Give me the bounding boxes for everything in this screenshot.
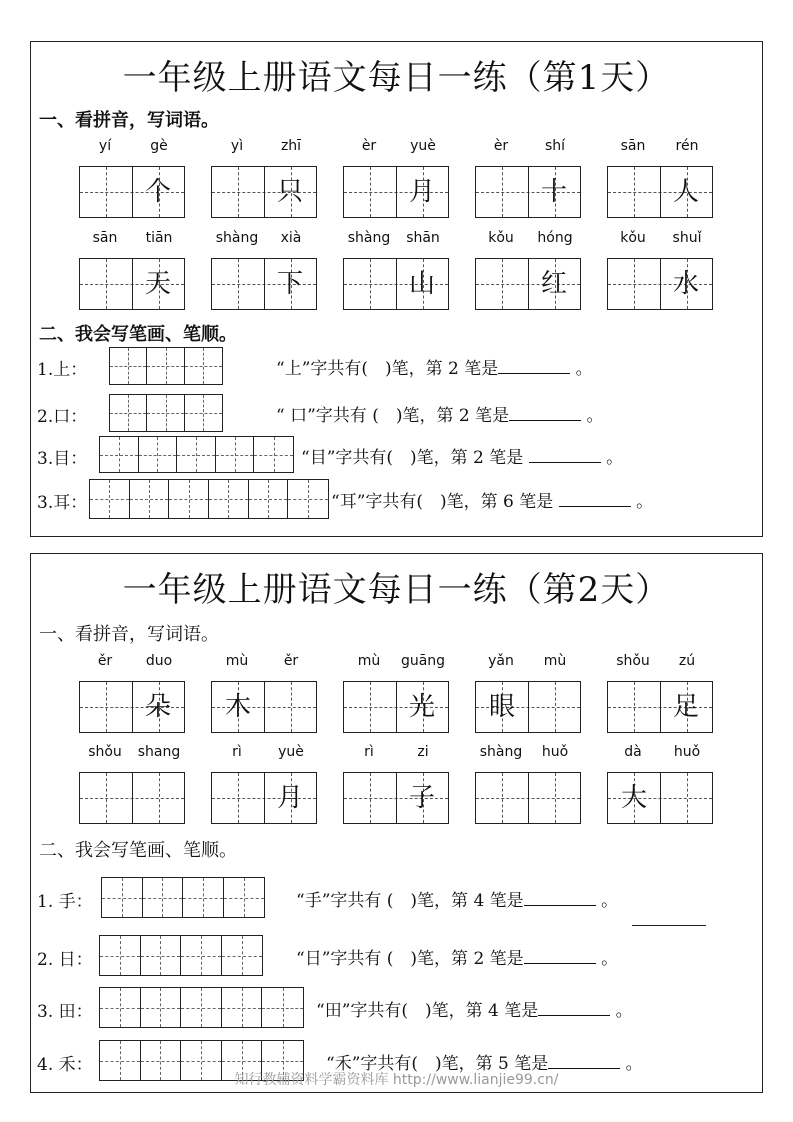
tianzige-box[interactable] (343, 772, 449, 824)
stroke-cell[interactable] (222, 936, 262, 975)
char-cell[interactable] (608, 682, 660, 732)
period: 。 (600, 447, 624, 468)
stroke-cell[interactable] (90, 480, 130, 518)
char-cell[interactable] (212, 773, 264, 823)
stroke-grid[interactable] (101, 877, 265, 918)
answer-blank[interactable] (529, 447, 601, 463)
stroke-cell[interactable] (147, 348, 184, 384)
tianzige-box[interactable] (475, 681, 581, 733)
pinyin: kǒu (620, 230, 646, 246)
tianzige-box[interactable] (475, 258, 581, 310)
answer-blank[interactable] (559, 491, 631, 507)
pinyin: gè (150, 138, 168, 154)
char-cell[interactable] (80, 259, 132, 309)
stroke-cell[interactable] (185, 348, 222, 384)
pinyin: zú (678, 653, 696, 669)
day1-section1-heading: 一、看拼音，写词语。 (39, 110, 219, 131)
period: 。 (595, 890, 619, 911)
pinyin: shàng (215, 230, 259, 246)
tianzige-box[interactable] (343, 681, 449, 733)
question-text: “田”字共有( )笔，第 4 笔是 (316, 1000, 539, 1021)
answer-blank[interactable] (498, 358, 570, 374)
pinyin: yǎn (488, 653, 514, 669)
pinyin: xià (280, 230, 302, 246)
pinyin: èr (361, 138, 377, 154)
stroke-cell[interactable] (141, 988, 182, 1027)
char-cell[interactable]: 水 (672, 269, 699, 299)
day1-sheet (30, 41, 763, 537)
stroke-cell[interactable] (224, 878, 264, 917)
period: 。 (581, 406, 604, 426)
char-cell[interactable]: 个 (144, 177, 171, 207)
tianzige-box[interactable] (79, 166, 185, 218)
stroke-question (301, 443, 623, 468)
day1-section2-heading: 二、我会写笔画、笔顺。 (39, 324, 237, 345)
stroke-row-label: 1.上： (37, 360, 88, 380)
pinyin: shí (544, 138, 566, 154)
period: 。 (630, 492, 654, 512)
pinyin: sān (620, 138, 646, 154)
char-cell[interactable]: 山 (408, 269, 435, 299)
pinyin: duo (145, 653, 173, 669)
stroke-row-label: 4. 禾： (37, 1054, 93, 1075)
tianzige-box[interactable] (607, 166, 713, 218)
day1-title: 一年级上册语文每日一练（第1天） (122, 58, 671, 98)
period: 。 (595, 948, 619, 969)
pinyin: sān (92, 230, 118, 246)
char-cell[interactable]: 天 (144, 269, 171, 299)
pinyin: shǒu (616, 653, 650, 669)
stroke-cell[interactable] (141, 936, 182, 975)
stroke-cell[interactable] (216, 437, 255, 472)
pinyin: yí (98, 138, 112, 154)
answer-blank[interactable] (509, 405, 581, 421)
stroke-cell[interactable] (181, 988, 222, 1027)
tianzige-box[interactable] (607, 258, 713, 310)
pinyin: mù (225, 653, 249, 669)
pinyin: huǒ (541, 744, 569, 760)
stroke-grid[interactable] (109, 347, 223, 385)
footer-watermark: 知行教辅资料学霸资料库 http://www.lianjie99.cn/ (234, 1072, 559, 1088)
day2-section1-heading: 一、看拼音，写词语。 (39, 624, 219, 645)
pinyin: èr (493, 138, 509, 154)
char-cell[interactable] (264, 682, 316, 732)
pinyin: shǒu (88, 744, 122, 760)
stroke-cell[interactable] (254, 437, 293, 472)
tianzige-box[interactable] (79, 258, 185, 310)
stroke-cell[interactable] (100, 936, 141, 975)
stroke-row-label: 2. 日： (37, 949, 93, 970)
char-cell[interactable]: 木 (224, 692, 251, 722)
stroke-row-label: 3.目： (37, 448, 88, 469)
stroke-grid[interactable] (89, 479, 329, 519)
tianzige-box[interactable] (475, 772, 581, 824)
char-cell[interactable] (212, 167, 264, 217)
char-cell[interactable] (528, 682, 580, 732)
char-cell[interactable]: 子 (408, 783, 435, 813)
tianzige-box[interactable] (607, 681, 713, 733)
tianzige-box[interactable] (475, 166, 581, 218)
tianzige-box[interactable] (211, 681, 317, 733)
char-cell[interactable]: 朵 (144, 692, 171, 722)
stroke-cell[interactable] (143, 878, 184, 917)
char-cell[interactable] (80, 682, 132, 732)
char-cell[interactable] (608, 259, 660, 309)
char-cell[interactable] (80, 167, 132, 217)
pinyin: shuǐ (672, 230, 702, 246)
char-cell[interactable] (344, 167, 396, 217)
char-cell[interactable] (476, 259, 528, 309)
pinyin: shàng (479, 744, 523, 760)
stroke-cell[interactable] (130, 480, 170, 518)
stroke-cell[interactable] (185, 395, 222, 431)
char-cell[interactable]: 下 (276, 269, 303, 299)
char-cell[interactable]: 足 (672, 692, 699, 722)
stroke-cell[interactable] (262, 988, 303, 1027)
stroke-cell[interactable] (181, 936, 222, 975)
stroke-row-label: 3. 田： (37, 1001, 93, 1022)
stroke-cell[interactable] (100, 437, 139, 472)
period: 。 (620, 1053, 643, 1074)
pinyin: shān (406, 230, 440, 246)
question-text: “禾”字共有( )笔，第 5 笔是 (326, 1053, 549, 1074)
char-cell[interactable] (132, 773, 184, 823)
period: 。 (610, 1000, 633, 1021)
pinyin: guāng (400, 653, 446, 669)
tianzige-box[interactable] (343, 258, 449, 310)
stroke-cell[interactable] (177, 437, 216, 472)
tianzige-box[interactable] (607, 772, 713, 824)
question-text: “目”字共有( )笔，第 2 笔是 (301, 447, 529, 468)
char-cell[interactable] (476, 167, 528, 217)
stroke-cell[interactable] (100, 988, 141, 1027)
period: 。 (570, 359, 593, 379)
char-cell[interactable]: 人 (672, 177, 699, 207)
tianzige-box[interactable] (79, 681, 185, 733)
tianzige-box[interactable] (211, 258, 317, 310)
stroke-cell[interactable] (222, 988, 263, 1027)
char-cell[interactable]: 十 (540, 177, 567, 207)
day2-section2-heading: 二、我会写笔画、笔顺。 (39, 840, 237, 861)
pinyin: ěr (97, 653, 113, 669)
pinyin: huǒ (673, 744, 701, 760)
char-cell[interactable] (660, 773, 712, 823)
question-text: “上”字共有( )笔，第 2 笔是 (276, 359, 499, 379)
answer-blank[interactable] (548, 1053, 620, 1069)
stroke-cell[interactable] (249, 480, 289, 518)
char-cell[interactable]: 眼 (488, 692, 515, 722)
char-cell[interactable]: 大 (620, 783, 647, 813)
day2-title: 一年级上册语文每日一练（第2天） (122, 570, 671, 610)
answer-blank[interactable] (538, 1000, 610, 1016)
stroke-question (276, 401, 603, 426)
question-text: “手”字共有 ( )笔，第 4 笔是 (296, 890, 524, 911)
pinyin: tiān (145, 230, 173, 246)
pinyin: dà (624, 744, 642, 760)
stroke-cell[interactable] (110, 348, 147, 384)
answer-blank[interactable] (524, 948, 596, 964)
tianzige-box[interactable] (79, 772, 185, 824)
pinyin: yì (230, 138, 244, 154)
stroke-cell[interactable] (139, 437, 178, 472)
answer-blank[interactable] (524, 890, 596, 906)
stroke-row-label: 2.口： (37, 407, 88, 427)
stroke-cell[interactable] (209, 480, 249, 518)
stroke-question (331, 487, 653, 512)
pinyin: zi (417, 744, 429, 760)
pinyin: yuè (278, 744, 304, 760)
question-text: “日”字共有 ( )笔，第 2 笔是 (296, 948, 524, 969)
char-cell[interactable] (344, 259, 396, 309)
pinyin: shàng (347, 230, 391, 246)
char-cell[interactable]: 月 (408, 177, 435, 207)
char-cell[interactable]: 只 (276, 177, 303, 207)
char-cell[interactable]: 光 (408, 692, 435, 722)
question-text: “耳”字共有( )笔，第 6 笔是 (331, 492, 559, 512)
stroke-grid[interactable] (99, 436, 294, 473)
stroke-question (276, 354, 593, 379)
tianzige-box[interactable] (211, 772, 317, 824)
pinyin: zhī (280, 138, 302, 154)
tianzige-box[interactable] (211, 166, 317, 218)
pinyin: mù (543, 653, 567, 669)
pinyin: rì (232, 744, 242, 760)
char-cell[interactable] (212, 259, 264, 309)
pinyin: shang (137, 744, 181, 760)
stroke-grid[interactable] (99, 935, 263, 976)
stroke-row-label: 1. 手： (37, 891, 93, 912)
char-cell[interactable] (608, 167, 660, 217)
question-text: “ 口”字共有 ( )笔，第 2 笔是 (276, 406, 510, 426)
tianzige-box[interactable] (343, 166, 449, 218)
stroke-question (296, 944, 618, 969)
pinyin: yuè (410, 138, 436, 154)
day2-sheet (30, 553, 763, 1093)
stroke-cell[interactable] (110, 395, 147, 431)
char-cell[interactable] (344, 773, 396, 823)
char-cell[interactable]: 红 (540, 269, 567, 299)
char-cell[interactable] (344, 682, 396, 732)
pinyin: hóng (537, 230, 573, 246)
pinyin: rén (675, 138, 699, 154)
char-cell[interactable]: 月 (276, 783, 303, 813)
stroke-grid[interactable] (99, 987, 304, 1028)
stroke-question (296, 886, 618, 911)
stroke-cell[interactable] (147, 395, 184, 431)
stroke-question (316, 996, 633, 1021)
char-cell[interactable] (528, 773, 580, 823)
pinyin: ěr (283, 653, 299, 669)
stroke-cell[interactable] (183, 878, 224, 917)
stroke-row-label: 3.耳： (37, 493, 88, 513)
pinyin: mù (357, 653, 381, 669)
char-cell[interactable] (80, 773, 132, 823)
stroke-cell[interactable] (288, 480, 328, 518)
stroke-cell[interactable] (102, 878, 143, 917)
stroke-cell[interactable] (169, 480, 209, 518)
extra-answer-line (632, 925, 706, 926)
pinyin: rì (364, 744, 374, 760)
stroke-grid[interactable] (109, 394, 223, 432)
char-cell[interactable] (476, 773, 528, 823)
pinyin: kǒu (488, 230, 514, 246)
